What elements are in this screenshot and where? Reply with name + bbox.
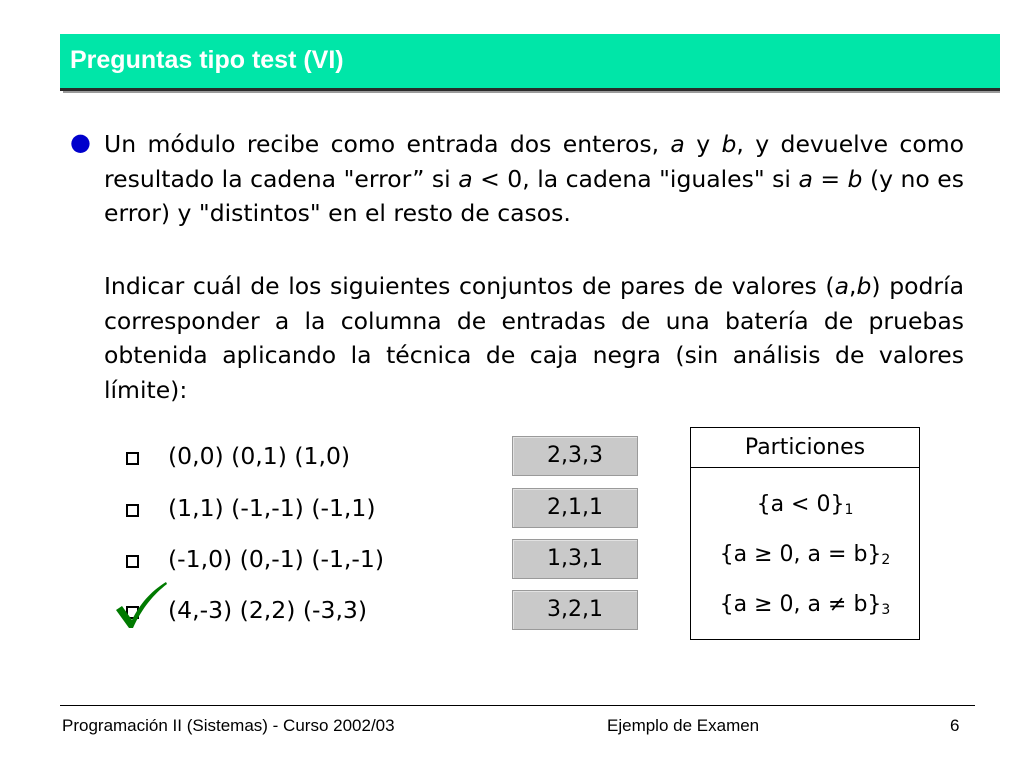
partition-index: 2 — [881, 552, 891, 568]
partition-row — [691, 542, 919, 568]
slide-title: Preguntas tipo test (VI) — [70, 46, 344, 74]
partition-index: 3 — [881, 602, 891, 618]
partition-row — [691, 592, 919, 618]
partition-code-box: 1,3,1 — [512, 539, 638, 579]
checkbox-icon[interactable] — [126, 555, 139, 568]
partition-text: {a < 0} — [756, 492, 845, 517]
partition-code-box: 2,3,3 — [512, 436, 638, 476]
partition-index: 1 — [844, 502, 854, 518]
option-label: (0,0) (0,1) (1,0) — [168, 442, 351, 470]
partition-code-box: 2,1,1 — [512, 488, 638, 528]
partitions-table — [690, 427, 920, 640]
footer-course: Programación II (Sistemas) - Curso 2002/03 — [62, 716, 395, 735]
partition-code-box: 3,2,1 — [512, 590, 638, 630]
footer-divider — [60, 705, 975, 706]
checkmark-icon — [112, 580, 168, 630]
question-paragraph-2: Indicar cuál de los siguientes conjuntos de pares de valores (a,b) podría corresponder a la columna de entradas de una batería de pruebas obtenida aplicando la técnica de caja negra (sin análisis de valores límite): — [104, 272, 964, 404]
option-label: (-1,0) (0,-1) (-1,-1) — [168, 545, 384, 573]
question-paragraph-1: Un módulo recibe como entrada dos enteros, a y b, y devuelve como resultado la cadena "error” si a < 0, la cadena "iguales" si a = b (y no es error) y "distintos" en el resto de casos. — [104, 130, 964, 227]
option-label: (1,1) (-1,-1) (-1,1) — [168, 494, 376, 522]
checkbox-icon[interactable] — [126, 504, 139, 517]
title-shadow-light — [63, 91, 1000, 93]
page-number: 6 — [950, 716, 960, 735]
bullet-icon: ● — [70, 128, 91, 156]
partition-row — [691, 492, 919, 518]
partition-text: {a ≥ 0, a = b} — [719, 542, 882, 567]
partitions-header: Particiones — [691, 428, 919, 468]
checkbox-icon[interactable] — [126, 452, 139, 465]
option-label: (4,-3) (2,2) (-3,3) — [168, 596, 368, 624]
footer-section: Ejemplo de Examen — [607, 716, 760, 735]
partition-text: {a ≥ 0, a ≠ b} — [719, 592, 882, 617]
